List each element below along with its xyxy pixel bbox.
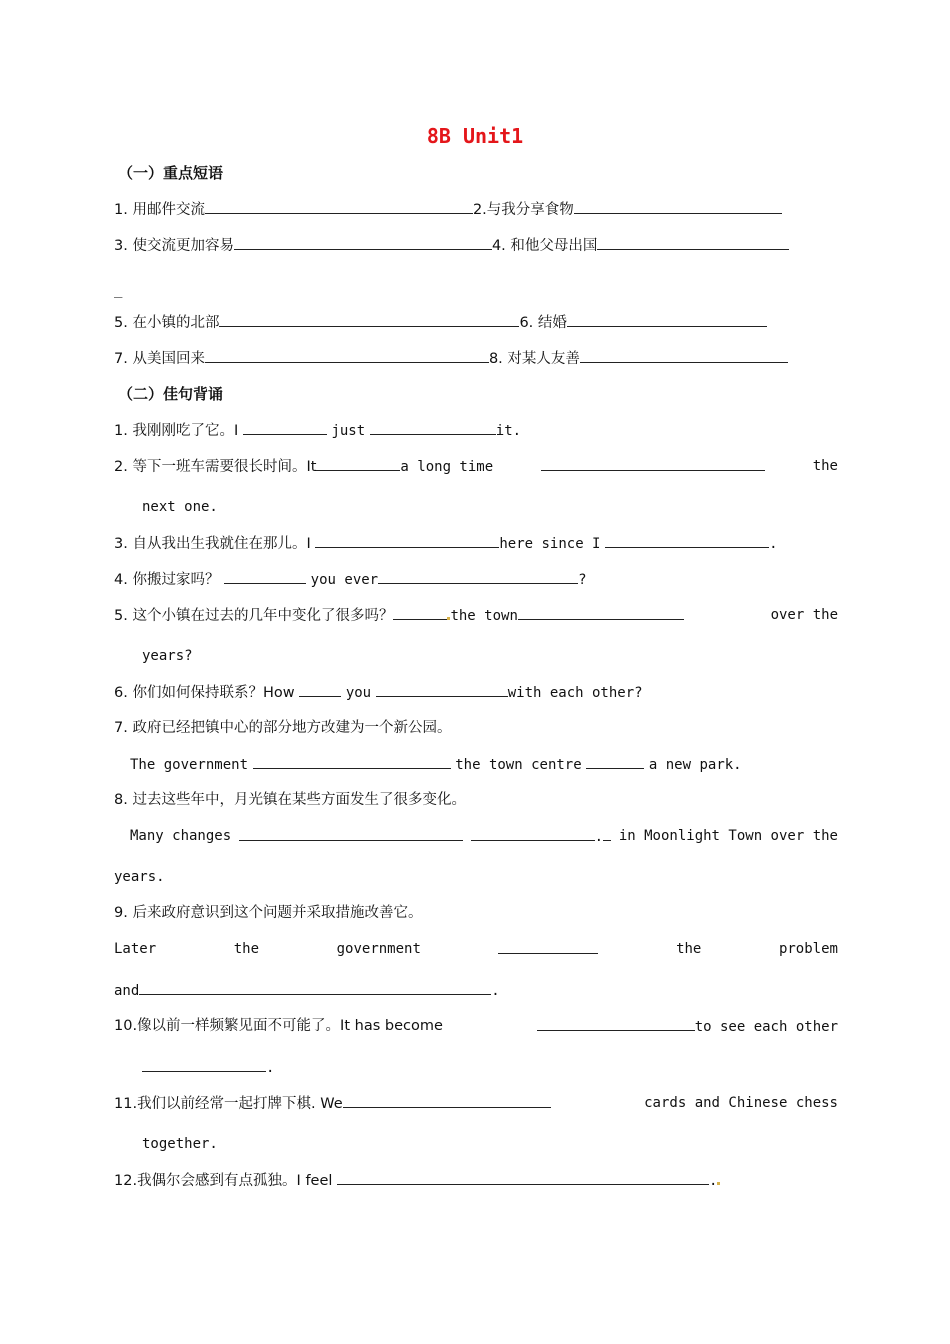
chinese-prompt: 你们如何保持联系？How bbox=[132, 685, 295, 701]
item-number: 5. bbox=[114, 608, 128, 624]
phrase-row-2 bbox=[114, 235, 838, 256]
answer-blank[interactable] bbox=[337, 1170, 709, 1185]
english-text: Later bbox=[114, 941, 157, 957]
english-text: . bbox=[769, 536, 778, 552]
answer-blank[interactable] bbox=[234, 235, 492, 250]
answer-blank[interactable] bbox=[224, 569, 306, 584]
answer-blank[interactable] bbox=[393, 605, 447, 620]
sentence-11-continued: together. bbox=[142, 1136, 218, 1152]
answer-blank[interactable] bbox=[376, 682, 508, 697]
sentence-10 bbox=[114, 1016, 838, 1037]
sentence-2 bbox=[114, 456, 838, 477]
answer-blank[interactable] bbox=[219, 312, 519, 327]
answer-blank[interactable] bbox=[498, 939, 598, 954]
answer-blank[interactable] bbox=[316, 456, 400, 471]
item-number: 6. bbox=[114, 685, 128, 701]
chinese-prompt: 等下一班车需要很长时间。It bbox=[132, 459, 317, 475]
phrase-row-3 bbox=[114, 312, 838, 333]
chinese-prompt: 像以前一样频繁见面不可能了。It has become bbox=[137, 1018, 443, 1034]
section-heading-sentences: （二）佳句背诵 bbox=[118, 385, 224, 403]
phrase-2: 2.与我分享食物 bbox=[472, 202, 574, 218]
english-text: to see each other bbox=[694, 1019, 838, 1035]
sentence-8 bbox=[114, 790, 838, 810]
answer-blank[interactable] bbox=[370, 420, 496, 435]
stray-underscore: _ bbox=[114, 282, 123, 298]
answer-blank[interactable] bbox=[139, 980, 491, 995]
item-number: 11. bbox=[114, 1096, 138, 1112]
item-number: 12. bbox=[114, 1173, 138, 1189]
answer-blank[interactable] bbox=[580, 348, 788, 363]
sentence-12 bbox=[114, 1170, 838, 1191]
english-text: government bbox=[336, 941, 421, 957]
answer-blank[interactable] bbox=[205, 348, 489, 363]
answer-blank[interactable] bbox=[603, 826, 611, 841]
answer-blank[interactable] bbox=[315, 533, 499, 548]
phrase-6: 6. 结婚 bbox=[519, 315, 567, 331]
phrase-row-4 bbox=[114, 348, 838, 369]
english-text: The government bbox=[130, 757, 249, 773]
english-text: over the bbox=[770, 607, 838, 623]
answer-blank[interactable] bbox=[574, 199, 782, 214]
item-number: 2. bbox=[114, 459, 128, 475]
answer-blank[interactable] bbox=[605, 533, 769, 548]
english-text: with each other? bbox=[507, 685, 643, 701]
sentence-11 bbox=[114, 1093, 838, 1114]
answer-blank[interactable] bbox=[142, 1057, 266, 1072]
chinese-prompt: 我们以前经常一起打牌下棋. We bbox=[137, 1096, 343, 1112]
sentence-9 bbox=[114, 903, 838, 923]
english-text: and bbox=[114, 983, 140, 999]
sentence-5-continued: years? bbox=[142, 648, 193, 664]
english-text: . bbox=[709, 1173, 718, 1189]
answer-blank[interactable] bbox=[471, 826, 595, 841]
chinese-prompt: 你搬过家吗？ bbox=[132, 572, 220, 588]
phrase-4: 4. 和他父母出国 bbox=[491, 238, 598, 254]
sentence-3 bbox=[114, 533, 838, 554]
answer-blank[interactable] bbox=[343, 1093, 551, 1108]
phrase-7: 7. 从美国回来 bbox=[114, 351, 205, 367]
english-text: the town centre bbox=[455, 757, 582, 773]
sentence-10-continued bbox=[142, 1057, 866, 1078]
answer-blank[interactable] bbox=[537, 1016, 695, 1031]
chinese-prompt: 政府已经把镇中心的部分地方改建为一个新公园。 bbox=[132, 720, 452, 736]
english-text: here since I bbox=[499, 536, 601, 552]
sentence-7 bbox=[114, 718, 838, 738]
answer-blank[interactable] bbox=[378, 569, 578, 584]
english-text: you bbox=[345, 685, 372, 701]
phrase-8: 8. 对某人友善 bbox=[488, 351, 580, 367]
page-title: 8B Unit1 bbox=[426, 124, 524, 148]
item-number: 8. bbox=[114, 792, 128, 808]
sentence-9-english bbox=[114, 939, 838, 959]
sentence-8-continued: years. bbox=[114, 869, 165, 885]
answer-blank[interactable] bbox=[567, 312, 767, 327]
english-text: a long time bbox=[400, 459, 494, 475]
english-text: the bbox=[233, 941, 260, 957]
sentence-2-continued: next one. bbox=[142, 499, 218, 515]
sentence-4 bbox=[114, 569, 838, 590]
english-text: it. bbox=[495, 423, 522, 439]
english-text: a new park. bbox=[648, 757, 742, 773]
answer-blank[interactable] bbox=[243, 420, 327, 435]
english-text: ? bbox=[578, 572, 587, 588]
sentence-7-english bbox=[130, 754, 854, 775]
phrase-5: 5. 在小镇的北部 bbox=[114, 315, 220, 331]
english-text: just bbox=[331, 423, 366, 439]
answer-blank[interactable] bbox=[253, 754, 451, 769]
english-text: in Moonlight Town over the bbox=[618, 828, 838, 844]
answer-blank[interactable] bbox=[205, 199, 473, 214]
chinese-prompt: 后来政府意识到这个问题并采取措施改善它。 bbox=[132, 905, 423, 921]
answer-blank[interactable] bbox=[518, 605, 684, 620]
english-text: . bbox=[266, 1060, 275, 1076]
answer-blank[interactable] bbox=[239, 826, 463, 841]
chinese-prompt: 这个小镇在过去的几年中变化了很多吗？ bbox=[132, 608, 394, 624]
english-text: you ever bbox=[310, 572, 379, 588]
chinese-prompt: 过去这些年中，月光镇在某些方面发生了很多变化。 bbox=[132, 792, 466, 808]
sentence-9-continued bbox=[114, 980, 838, 1001]
answer-blank[interactable] bbox=[597, 235, 789, 250]
item-number: 10. bbox=[114, 1018, 138, 1034]
answer-blank[interactable] bbox=[541, 456, 765, 471]
sentence-8-english bbox=[130, 826, 838, 847]
english-text: cards and Chinese chess bbox=[644, 1095, 838, 1111]
answer-blank[interactable] bbox=[586, 754, 644, 769]
answer-blank[interactable] bbox=[299, 682, 341, 697]
english-text: . bbox=[491, 983, 500, 999]
sentence-6 bbox=[114, 682, 838, 703]
sentence-5 bbox=[114, 605, 838, 626]
highlight-mark bbox=[717, 1182, 720, 1185]
sentence-1 bbox=[114, 420, 838, 441]
english-text: Many changes bbox=[130, 828, 232, 844]
chinese-prompt: 我偶尔会感到有点孤独。I feel bbox=[137, 1173, 333, 1189]
chinese-prompt: 自从我出生我就住在那儿。I bbox=[132, 536, 311, 552]
item-number: 4. bbox=[114, 572, 128, 588]
english-text: the bbox=[676, 941, 702, 957]
phrase-3: 3. 使交流更加容易 bbox=[114, 238, 234, 254]
phrase-1: 1. 用邮件交流 bbox=[114, 202, 205, 218]
english-text: the town bbox=[450, 608, 518, 624]
english-text: the bbox=[812, 458, 838, 474]
english-text: . bbox=[594, 829, 604, 845]
item-number: 7. bbox=[114, 720, 128, 736]
phrase-row-1 bbox=[114, 199, 838, 220]
chinese-prompt: 我刚刚吃了它。I bbox=[132, 423, 239, 439]
english-text: problem bbox=[778, 941, 838, 957]
item-number: 9. bbox=[114, 905, 128, 921]
section-heading-phrases: （一）重点短语 bbox=[118, 164, 224, 182]
item-number: 1. bbox=[114, 423, 128, 439]
item-number: 3. bbox=[114, 536, 128, 552]
